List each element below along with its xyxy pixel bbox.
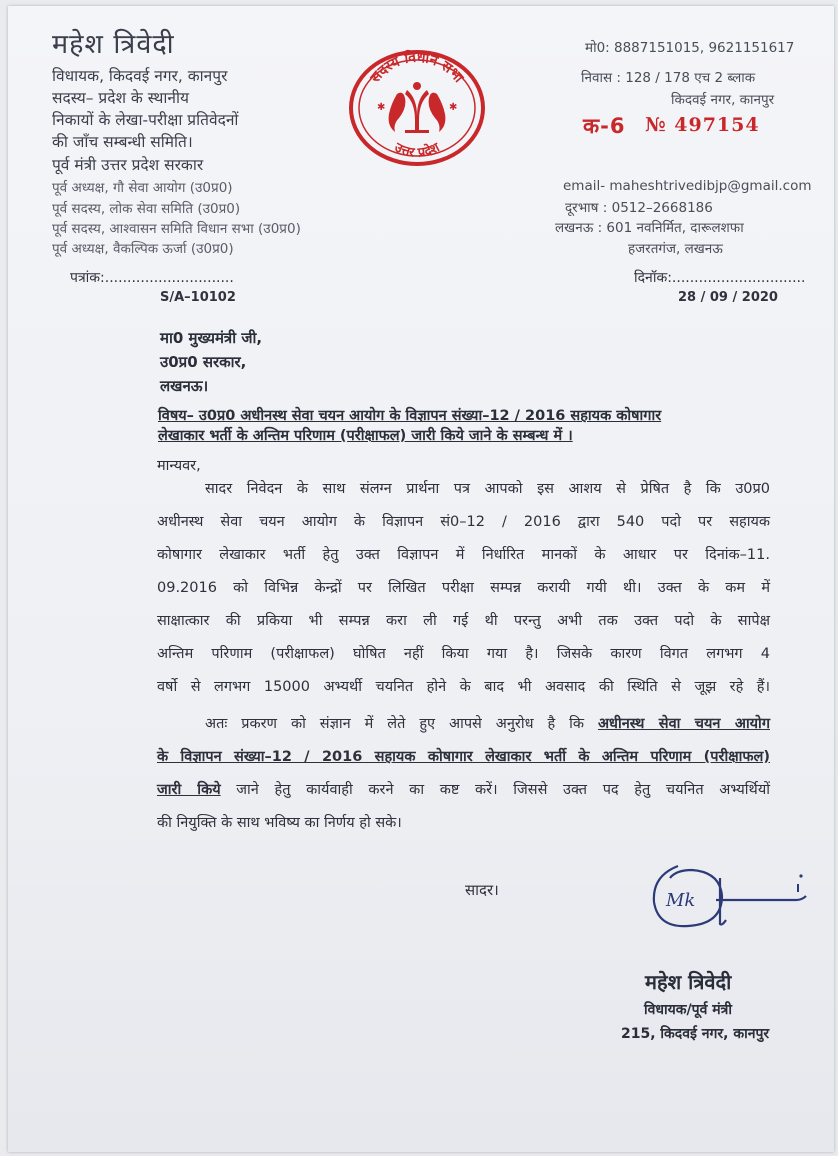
lucknow-address-1: लखनऊ : 601 नवनिर्मित, दारूलशफा [555, 220, 744, 236]
para1-line-5: साक्षात्कार की प्रकिया भी सम्पन्न करा ली गई थी परन्तु अभी तक उक्त पदो के सापेक्ष [157, 613, 770, 629]
letterhead-small-line-3: पूर्व सदस्य, आश्वासन समिति विधान सभा (उ0प्र0) [52, 221, 301, 237]
para2-highlight-2: के विज्ञापन संख्या–12 / 2016 सहायक कोषागार लेखाकार भर्ती के अन्तिम परिणाम (परीक्षाफल) [157, 749, 770, 765]
signatory-designation: विधायक/पूर्व मंत्री [644, 1002, 732, 1018]
para2-line-4: की नियुक्ति के साथ भविष्य का निर्णय हो सके। [157, 815, 402, 831]
letterhead-small-line-4: पूर्व अध्यक्ष, वैकल्पिक ऊर्जा (उ0प्र0) [52, 241, 234, 257]
email-address: email- maheshtrivedibjp@gmail.com [563, 178, 812, 194]
subject-line-1: विषय– उ0प्र0 अधीनस्थ सेवा चयन आयोग के विज्ञापन संख्या–12 / 2016 सहायक कोषागार [158, 408, 662, 424]
para2-line-3 [157, 779, 770, 799]
seal-top-text: सदस्य विधान सभा [367, 49, 467, 86]
para1-line-6: अन्तिम परिणाम (परीक्षाफल) घोषित नहीं किया गया है। जिसके कारण विगत लगभग 4 [157, 646, 770, 662]
signature-initials: Mk [666, 890, 696, 911]
seal-bottom-text: उत्तर प्रदेश [391, 140, 443, 161]
lucknow-address-2: हजरतगंज, लखनऊ [628, 241, 723, 257]
letterhead-name: महेश त्रिवेदी [52, 29, 175, 60]
para1-line-2: अधीनस्थ सेवा चयन आयोग के विज्ञापन सं0–12 / 2016 द्वारा 540 पदो पर सहायक [157, 514, 770, 530]
date-label: दिनॉक:.............................. [634, 270, 806, 286]
svg-text:सदस्य विधान सभा [367, 49, 468, 87]
para2-highlight-1: अधीनस्थ सेवा चयन आयोग [597, 716, 770, 732]
letterhead-line-4: की जाँच सम्बन्धी समिति। [52, 133, 193, 151]
para2-line-2 [157, 746, 770, 766]
subject-line-2: लेखाकार भर्ती के अन्तिम परिणाम (परीक्षाफल) जारी किये जाने के सम्बन्ध में । [158, 428, 573, 444]
addressee-line-1: मा0 मुख्यमंत्री जी, [160, 329, 263, 347]
letterhead-small-line-2: पूर्व सदस्य, लोक सेवा समिति (उ0प्र0) [52, 201, 241, 217]
para2-line-1 [205, 713, 770, 733]
letterhead-small-line-1: पूर्व अध्यक्ष, गौ सेवा आयोग (उ0प्र0) [52, 180, 233, 196]
para1-line-4: 09.2016 को विभिन्न केन्द्रों पर लिखित परीक्षा सम्पन्न करायी गयी थी। उक्त के कम में [157, 580, 770, 596]
para2-line-3-text: जाने हेतु कार्यवाही करने का कष्ट करें। जिससे उक्त पद हेतु चयनित अभ्यर्थियों [220, 782, 770, 798]
svg-text:✱: ✱ [377, 102, 386, 113]
reference-label: पत्रांक:............................. [70, 270, 234, 286]
letterhead-line-2: सदस्य– प्रदेश के स्थानीय [52, 89, 189, 107]
serial-number: № 497154 [645, 114, 760, 136]
para1-line-3: कोषागार लेखाकार भर्ती हेतु उक्त विज्ञापन में निर्धारित मानकों के आधार पर दिनांक–11. [157, 547, 770, 563]
addressee-line-2: उ0प्र0 सरकार, [160, 353, 247, 371]
signatory-address: 215, किदवई नगर, कानपुर [621, 1026, 770, 1042]
svg-text:✱: ✱ [449, 102, 458, 113]
para1-line-1: सादर निवेदन के साथ संलग्न प्रार्थना पत्र आपको इस आशय से प्रेषित है कि उ0प्र0 [205, 481, 770, 497]
phone-number: दूरभाष : 0512–2668186 [565, 200, 713, 216]
letter-series-mark: क-6 [583, 114, 626, 138]
residence-line-2: किदवई नगर, कानपुर [671, 92, 775, 108]
letterhead-line-1: विधायक, किदवई नगर, कानपुर [52, 67, 228, 85]
signatory-name: महेश त्रिवेदी [645, 970, 732, 994]
seal-emblem-icon [347, 46, 487, 166]
para2-line-1-text: अतः प्रकरण को संज्ञान में लेते हुए आपसे अनुरोध है कि [205, 716, 598, 732]
addressee-line-3: लखनऊ। [160, 377, 209, 395]
reference-number: S/A–10102 [160, 290, 236, 305]
salutation: मान्यवर, [157, 458, 201, 474]
letterhead-line-5: पूर्व मंत्री उत्तर प्रदेश सरकार [52, 156, 204, 174]
residence-line-1: निवास : 128 / 178 एच 2 ब्लाक [581, 70, 756, 86]
mobile-numbers: मो0: 8887151015, 9621151617 [585, 40, 795, 56]
closing-word: सादर। [465, 881, 499, 899]
assembly-seal [347, 46, 487, 166]
signature-scribble-icon [648, 854, 818, 934]
letter-date: 28 / 09 / 2020 [678, 290, 778, 305]
handwritten-signature [648, 854, 818, 934]
svg-text:उत्तर प्रदेश [391, 140, 443, 161]
para1-line-7: वर्षो से लगभग 15000 अभ्यर्थी चयनित होने के बाद भी अवसाद की स्थिति से जूझ रहे हैं। [157, 679, 770, 695]
para2-highlight-3: जारी किये [157, 782, 221, 798]
letterhead-line-3: निकायों के लेखा-परीक्षा प्रतिवेदनों [52, 111, 239, 129]
